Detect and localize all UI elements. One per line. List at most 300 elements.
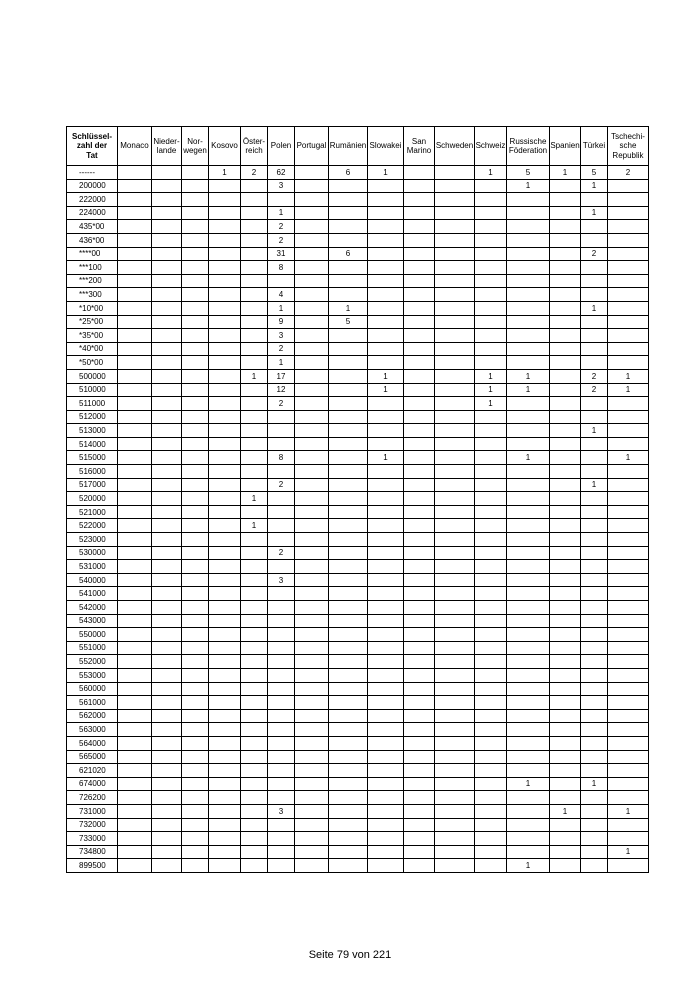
table-cell	[241, 478, 268, 492]
table-cell	[329, 641, 368, 655]
table-cell: 1	[209, 166, 241, 180]
table-cell	[295, 179, 329, 193]
table-cell	[550, 628, 581, 642]
row-key-cell: 500000	[67, 369, 118, 383]
table-cell	[152, 628, 182, 642]
table-cell	[329, 261, 368, 275]
table-cell	[475, 723, 507, 737]
table-cell	[581, 437, 608, 451]
table-row	[67, 478, 649, 492]
table-cell	[182, 845, 209, 859]
table-cell	[475, 587, 507, 601]
table-cell	[152, 505, 182, 519]
table-cell	[182, 628, 209, 642]
table-cell	[507, 723, 550, 737]
table-cell	[368, 601, 404, 615]
table-cell	[295, 288, 329, 302]
table-cell	[368, 424, 404, 438]
row-key-cell: 517000	[67, 478, 118, 492]
table-cell	[295, 301, 329, 315]
table-cell	[475, 859, 507, 873]
table-cell	[152, 573, 182, 587]
table-cell	[118, 804, 152, 818]
column-header-country: Kosovo	[209, 127, 241, 166]
table-cell	[295, 614, 329, 628]
table-row	[67, 804, 649, 818]
table-cell	[435, 206, 475, 220]
table-cell	[404, 764, 435, 778]
table-cell	[475, 410, 507, 424]
row-key-cell: 512000	[67, 410, 118, 424]
row-key-cell: 734800	[67, 845, 118, 859]
table-row	[67, 764, 649, 778]
table-cell	[152, 369, 182, 383]
row-key-cell: 510000	[67, 383, 118, 397]
table-cell	[581, 668, 608, 682]
table-cell	[550, 560, 581, 574]
row-key-cell: 436*00	[67, 233, 118, 247]
table-cell	[368, 791, 404, 805]
table-cell	[404, 750, 435, 764]
table-cell	[241, 274, 268, 288]
table-cell	[435, 777, 475, 791]
table-cell	[268, 628, 295, 642]
table-cell	[329, 424, 368, 438]
column-header-country: Türkei	[581, 127, 608, 166]
table-row	[67, 342, 649, 356]
table-cell	[241, 179, 268, 193]
table-cell	[608, 696, 649, 710]
table-cell	[550, 397, 581, 411]
table-cell	[182, 261, 209, 275]
table-cell	[268, 614, 295, 628]
table-cell	[182, 832, 209, 846]
table-cell: 1	[608, 369, 649, 383]
table-cell	[404, 166, 435, 180]
table-cell	[475, 274, 507, 288]
table-cell	[581, 818, 608, 832]
table-cell	[368, 736, 404, 750]
table-cell	[152, 804, 182, 818]
table-cell	[435, 845, 475, 859]
table-cell: 2	[581, 369, 608, 383]
table-cell	[404, 261, 435, 275]
table-cell	[404, 641, 435, 655]
table-cell	[404, 397, 435, 411]
table-cell	[241, 682, 268, 696]
table-cell	[435, 682, 475, 696]
table-cell	[507, 247, 550, 261]
table-cell: 2	[608, 166, 649, 180]
table-cell	[404, 573, 435, 587]
table-cell	[152, 682, 182, 696]
table-cell	[118, 845, 152, 859]
table-cell	[608, 519, 649, 533]
table-row	[67, 193, 649, 207]
table-cell	[329, 546, 368, 560]
table-cell	[581, 329, 608, 343]
table-cell	[475, 301, 507, 315]
table-cell	[209, 519, 241, 533]
row-key-cell: 530000	[67, 546, 118, 560]
table-cell	[435, 315, 475, 329]
table-cell	[550, 478, 581, 492]
table-cell	[152, 533, 182, 547]
table-cell	[608, 315, 649, 329]
table-cell	[550, 505, 581, 519]
table-cell	[404, 179, 435, 193]
table-cell	[295, 628, 329, 642]
table-cell	[241, 628, 268, 642]
table-cell	[475, 465, 507, 479]
table-cell	[241, 233, 268, 247]
table-cell: 1	[550, 804, 581, 818]
table-cell	[550, 247, 581, 261]
table-cell	[118, 628, 152, 642]
table-cell	[295, 804, 329, 818]
table-cell	[152, 614, 182, 628]
table-cell	[295, 220, 329, 234]
table-cell	[241, 668, 268, 682]
table-row	[67, 777, 649, 791]
table-cell	[550, 696, 581, 710]
row-key-cell: ------	[67, 166, 118, 180]
table-cell	[118, 682, 152, 696]
row-key-cell: 564000	[67, 736, 118, 750]
row-key-cell: 224000	[67, 206, 118, 220]
table-cell	[209, 315, 241, 329]
table-cell	[608, 764, 649, 778]
table-cell	[295, 451, 329, 465]
table-cell	[550, 383, 581, 397]
table-cell	[152, 179, 182, 193]
table-cell	[118, 301, 152, 315]
table-row	[67, 288, 649, 302]
table-cell	[507, 736, 550, 750]
table-cell	[209, 465, 241, 479]
table-cell	[475, 709, 507, 723]
table-cell	[295, 465, 329, 479]
table-cell	[118, 668, 152, 682]
table-cell	[581, 519, 608, 533]
table-cell	[507, 818, 550, 832]
table-cell	[182, 682, 209, 696]
row-key-cell: 621020	[67, 764, 118, 778]
table-cell	[581, 655, 608, 669]
column-header-country: Rumänien	[329, 127, 368, 166]
table-cell	[241, 859, 268, 873]
table-cell	[241, 587, 268, 601]
table-cell: 1	[507, 369, 550, 383]
table-cell	[268, 587, 295, 601]
table-row	[67, 709, 649, 723]
table-cell	[550, 233, 581, 247]
table-cell	[118, 709, 152, 723]
table-cell	[182, 166, 209, 180]
table-cell	[209, 478, 241, 492]
table-cell	[581, 288, 608, 302]
table-cell	[152, 764, 182, 778]
table-cell	[368, 437, 404, 451]
table-cell	[404, 546, 435, 560]
table-cell	[182, 587, 209, 601]
table-cell	[507, 573, 550, 587]
table-cell	[268, 736, 295, 750]
table-cell	[209, 410, 241, 424]
table-cell	[268, 764, 295, 778]
table-cell	[550, 369, 581, 383]
table-cell	[368, 315, 404, 329]
table-cell	[268, 560, 295, 574]
table-cell	[507, 478, 550, 492]
table-cell	[475, 614, 507, 628]
table-cell	[404, 206, 435, 220]
table-cell	[368, 519, 404, 533]
table-cell	[368, 274, 404, 288]
table-cell	[209, 696, 241, 710]
table-cell	[182, 709, 209, 723]
table-cell	[152, 777, 182, 791]
table-cell	[209, 383, 241, 397]
table-cell	[182, 859, 209, 873]
table-cell	[507, 601, 550, 615]
table-cell	[182, 641, 209, 655]
table-cell	[295, 791, 329, 805]
table-row	[67, 329, 649, 343]
table-cell	[329, 573, 368, 587]
table-cell	[241, 383, 268, 397]
table-cell	[152, 274, 182, 288]
table-cell	[118, 587, 152, 601]
table-cell	[581, 274, 608, 288]
table-cell	[241, 410, 268, 424]
table-cell	[550, 859, 581, 873]
table-cell	[268, 492, 295, 506]
table-cell	[475, 220, 507, 234]
table-cell	[182, 573, 209, 587]
table-cell	[152, 437, 182, 451]
table-cell	[241, 791, 268, 805]
table-cell	[550, 587, 581, 601]
table-cell	[581, 682, 608, 696]
table-row	[67, 179, 649, 193]
table-cell	[182, 791, 209, 805]
table-cell: 2	[268, 397, 295, 411]
table-cell	[475, 247, 507, 261]
row-key-cell: 511000	[67, 397, 118, 411]
table-cell	[268, 601, 295, 615]
table-cell: 3	[268, 179, 295, 193]
table-cell	[182, 764, 209, 778]
table-cell	[435, 166, 475, 180]
table-cell	[368, 818, 404, 832]
table-cell	[368, 397, 404, 411]
table-cell	[152, 356, 182, 370]
table-cell	[404, 804, 435, 818]
table-cell	[404, 437, 435, 451]
table-cell	[329, 342, 368, 356]
table-cell	[550, 342, 581, 356]
table-cell	[268, 465, 295, 479]
column-header-country: Schweiz	[475, 127, 507, 166]
table-cell	[209, 261, 241, 275]
table-cell	[435, 220, 475, 234]
table-cell	[182, 397, 209, 411]
table-cell	[368, 764, 404, 778]
table-cell	[368, 465, 404, 479]
table-cell	[118, 573, 152, 587]
table-cell	[475, 288, 507, 302]
table-cell	[608, 546, 649, 560]
table-cell	[152, 492, 182, 506]
table-cell	[507, 206, 550, 220]
table-cell	[475, 233, 507, 247]
table-cell	[475, 533, 507, 547]
table-cell	[295, 668, 329, 682]
table-cell	[209, 288, 241, 302]
table-cell	[435, 750, 475, 764]
table-cell	[507, 301, 550, 315]
table-cell	[295, 832, 329, 846]
table-cell	[550, 845, 581, 859]
table-cell	[404, 247, 435, 261]
table-cell	[550, 356, 581, 370]
table-cell	[507, 709, 550, 723]
table-cell	[329, 777, 368, 791]
table-cell	[209, 628, 241, 642]
table-cell: 1	[368, 369, 404, 383]
table-cell	[475, 315, 507, 329]
table-cell	[118, 356, 152, 370]
table-cell	[507, 193, 550, 207]
table-cell	[404, 451, 435, 465]
table-cell: 5	[329, 315, 368, 329]
table-cell	[608, 193, 649, 207]
table-cell	[209, 682, 241, 696]
table-cell	[404, 845, 435, 859]
table-cell: 1	[608, 383, 649, 397]
table-cell	[118, 261, 152, 275]
table-row	[67, 573, 649, 587]
table-cell	[241, 329, 268, 343]
table-row	[67, 587, 649, 601]
table-cell	[368, 356, 404, 370]
table-cell	[295, 356, 329, 370]
row-key-cell: 560000	[67, 682, 118, 696]
table-cell	[329, 750, 368, 764]
table-cell	[329, 587, 368, 601]
table-cell	[182, 533, 209, 547]
table-cell	[368, 614, 404, 628]
table-cell	[118, 601, 152, 615]
table-cell	[608, 505, 649, 519]
table-cell	[241, 247, 268, 261]
table-cell	[118, 206, 152, 220]
table-cell	[550, 410, 581, 424]
table-cell	[581, 641, 608, 655]
table-cell	[182, 655, 209, 669]
table-cell: 3	[268, 573, 295, 587]
table-cell	[268, 682, 295, 696]
table-cell	[295, 546, 329, 560]
row-key-cell: 674000	[67, 777, 118, 791]
table-cell	[295, 342, 329, 356]
table-cell	[581, 804, 608, 818]
table-cell	[268, 655, 295, 669]
table-cell	[368, 750, 404, 764]
table-cell	[507, 492, 550, 506]
table-cell	[152, 736, 182, 750]
table-cell	[118, 777, 152, 791]
table-cell: 1	[507, 383, 550, 397]
row-key-cell: 551000	[67, 641, 118, 655]
table-row	[67, 383, 649, 397]
table-cell	[152, 560, 182, 574]
table-cell	[550, 288, 581, 302]
table-cell	[295, 601, 329, 615]
table-cell	[581, 356, 608, 370]
table-cell	[152, 546, 182, 560]
table-cell	[475, 668, 507, 682]
table-cell	[608, 247, 649, 261]
table-cell	[241, 315, 268, 329]
table-cell	[152, 465, 182, 479]
table-cell	[475, 750, 507, 764]
table-cell	[581, 220, 608, 234]
table-cell	[118, 736, 152, 750]
table-cell	[329, 764, 368, 778]
table-cell	[329, 560, 368, 574]
table-cell	[182, 465, 209, 479]
table-cell	[118, 451, 152, 465]
table-cell	[368, 859, 404, 873]
table-cell	[268, 410, 295, 424]
table-cell	[550, 546, 581, 560]
table-cell	[368, 505, 404, 519]
row-key-cell: *35*00	[67, 329, 118, 343]
table-cell	[118, 505, 152, 519]
table-cell	[118, 791, 152, 805]
table-row	[67, 166, 649, 180]
table-cell	[368, 492, 404, 506]
table-cell	[209, 546, 241, 560]
table-cell	[295, 206, 329, 220]
table-cell	[209, 274, 241, 288]
table-cell	[435, 614, 475, 628]
table-cell	[182, 329, 209, 343]
table-cell	[295, 818, 329, 832]
table-row	[67, 274, 649, 288]
table-cell	[475, 193, 507, 207]
table-cell	[295, 437, 329, 451]
table-cell	[118, 397, 152, 411]
table-cell	[241, 220, 268, 234]
column-header-country: Monaco	[118, 127, 152, 166]
table-cell	[182, 315, 209, 329]
table-cell	[550, 533, 581, 547]
table-cell	[550, 329, 581, 343]
table-cell	[368, 668, 404, 682]
row-key-cell: 565000	[67, 750, 118, 764]
table-cell	[241, 641, 268, 655]
table-cell	[209, 845, 241, 859]
table-cell: 31	[268, 247, 295, 261]
table-cell: 1	[507, 451, 550, 465]
table-cell: 1	[608, 804, 649, 818]
table-cell	[241, 696, 268, 710]
table-row	[67, 723, 649, 737]
table-cell	[329, 220, 368, 234]
